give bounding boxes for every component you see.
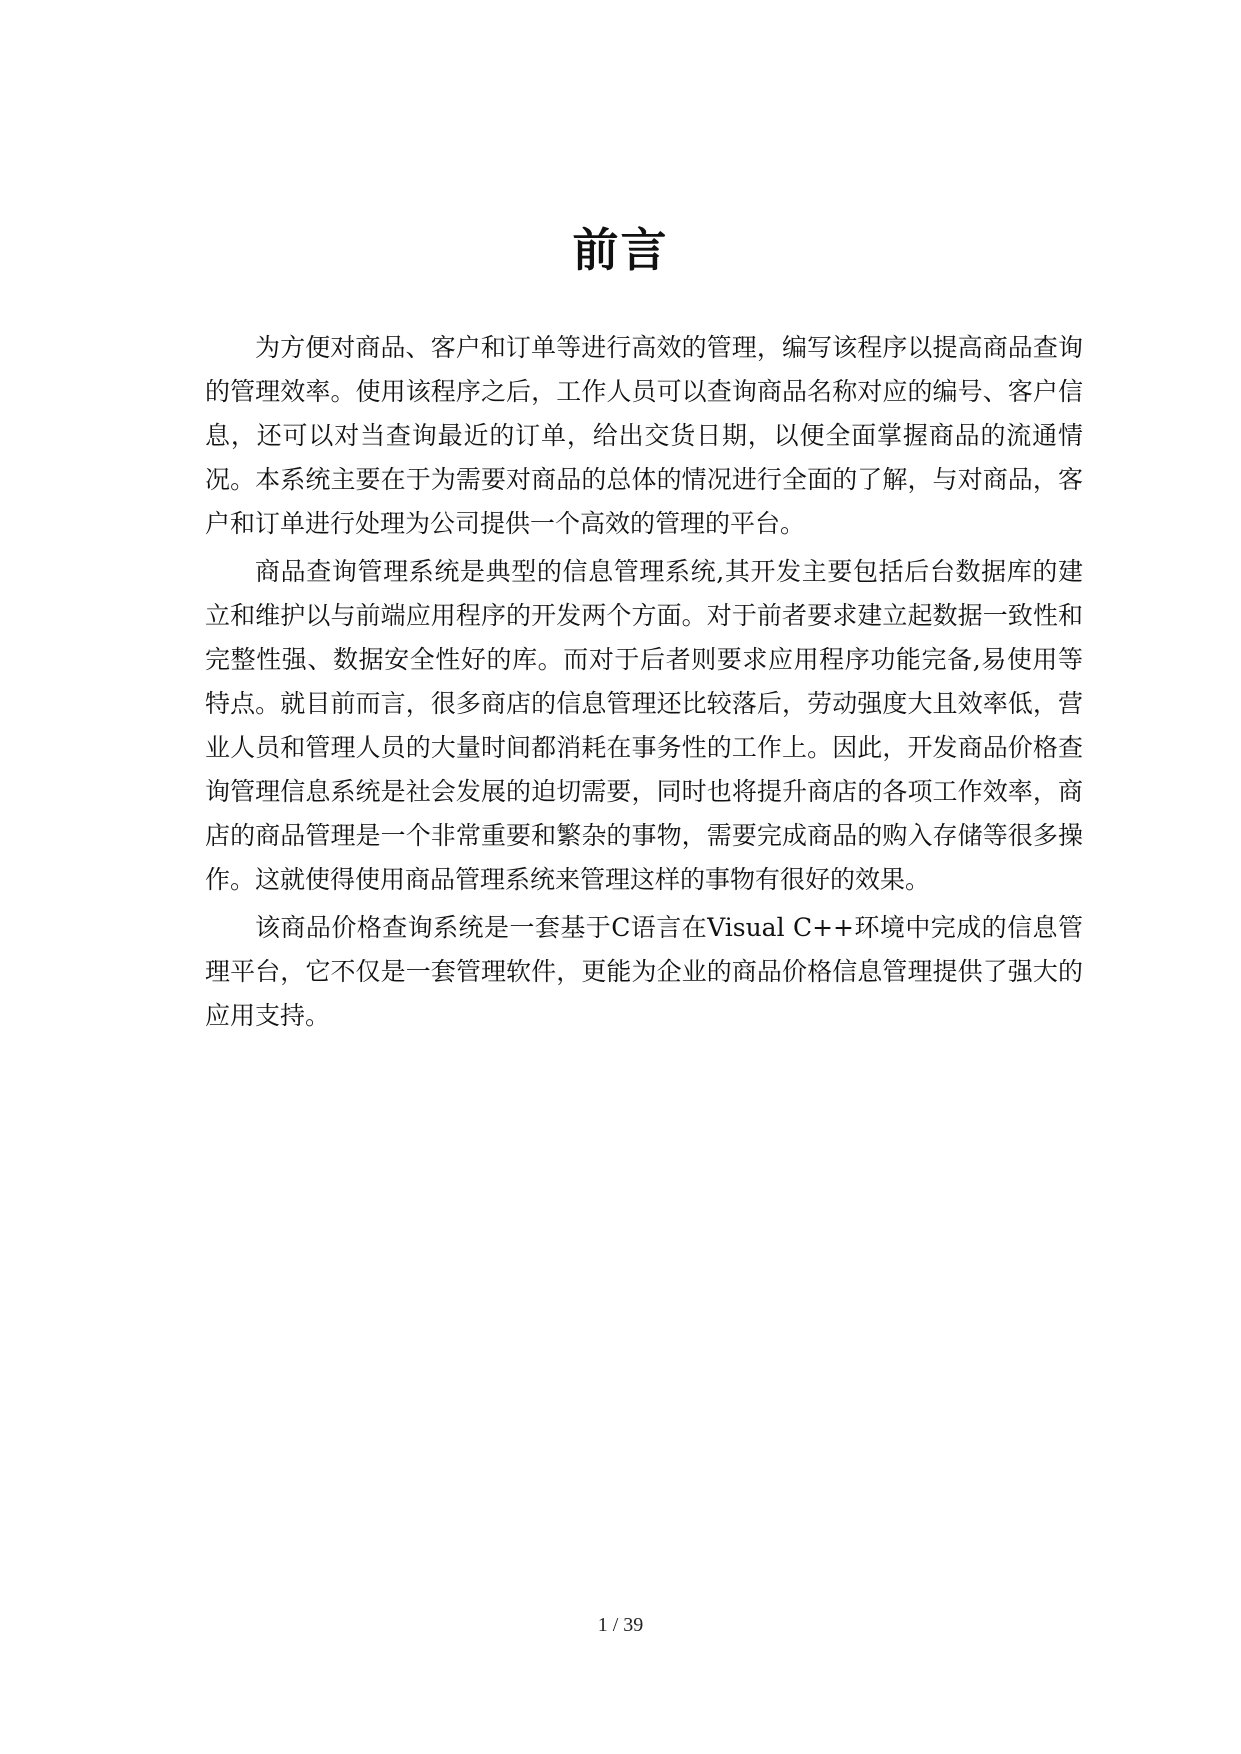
page-number: 1 / 39 <box>597 1614 644 1636</box>
body-text <box>205 326 1083 1042</box>
paragraph-2: 商品查询管理系统是典型的信息管理系统,其开发主要包括后台数据库的建立和维护以与前端应用程序的开发两个方面。对于前者要求建立起数据一致性和完整性强、数据安全性好的库。而对于后者则要求应用程序功能完备,易使用等特点。就目前而言，很多商店的信息管理还比较落后，劳动强度大且效率低，营业人员和管理人员的大量时间都消耗在事务性的工作上。因此，开发商品价格查询管理信息系统是社会发展的迫切需要，同时也将提升商店的各项工作效率，商店的商品管理是一个非常重要和繁杂的事物，需要完成商品的购入存储等很多操作。这就使得使用商品管理系统来管理这样的事物有很好的效果。 <box>205 557 1083 894</box>
page-title: 前言 <box>572 223 669 277</box>
paragraph-1: 为方便对商品、客户和订单等进行高效的管理，编写该程序以提高商品查询的管理效率。使用该程序之后，工作人员可以查询商品名称对应的编号、客户信息，还可以对当查询最近的订单，给出交货日期，以便全面掌握商品的流通情况。本系统主要在于为需要对商品的总体的情况进行全面的了解，与对商品，客户和订单进行处理为公司提供一个高效的管理的平台。 <box>205 333 1083 538</box>
paragraph-3: 该商品价格查询系统是一套基于C语言在Visual C++环境中完成的信息管理平台，它不仅是一套管理软件，更能为企业的商品价格信息管理提供了强大的应用支持。 <box>205 913 1083 1030</box>
